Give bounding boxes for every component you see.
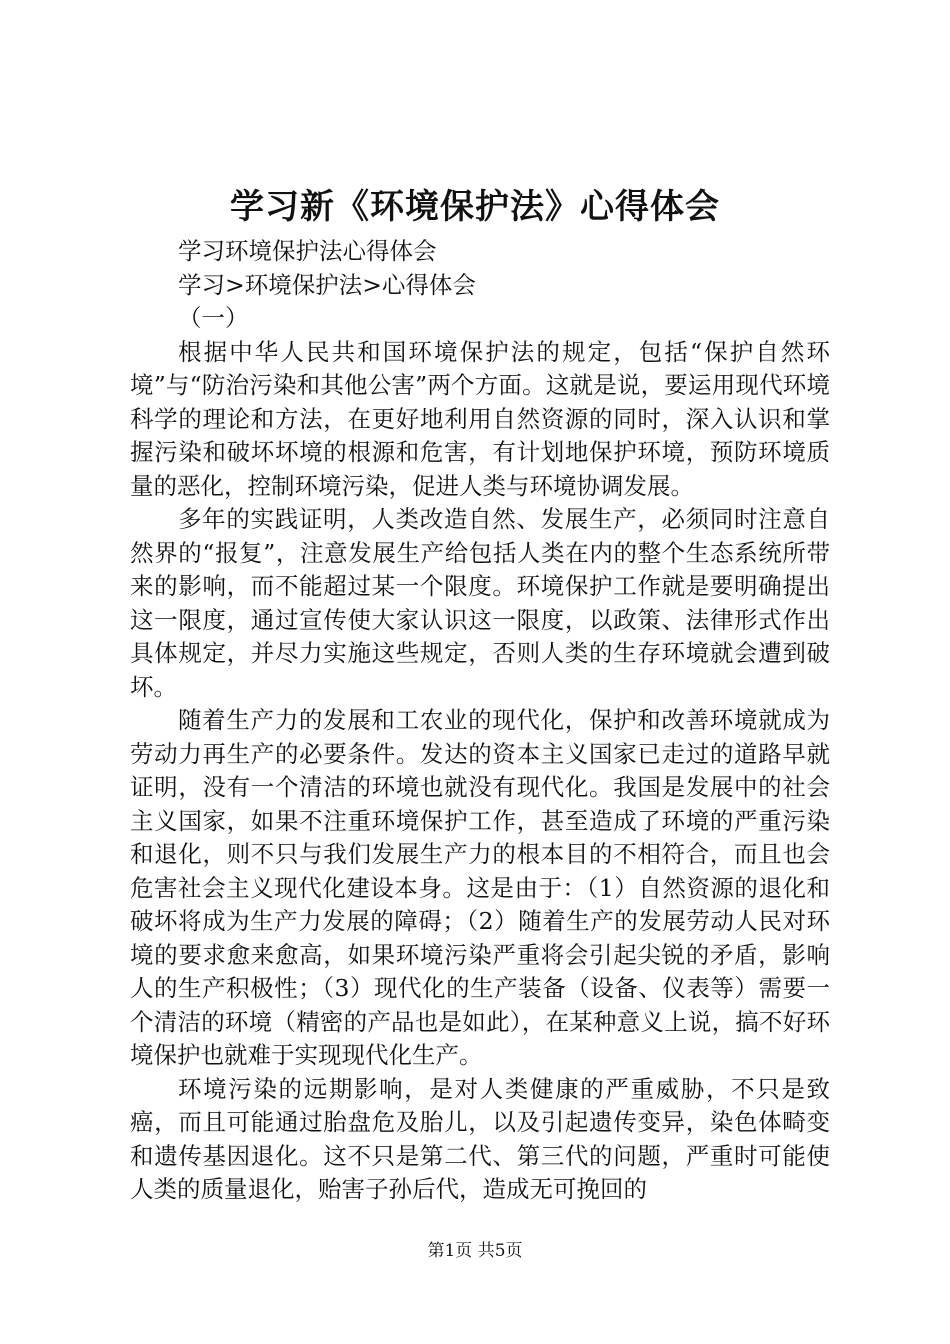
subtitle-line-1: 学习环境保护法心得体会: [178, 237, 437, 265]
section-marker: （一）: [178, 304, 249, 332]
subtitle-line-2: 学习>环境保护法>心得体会: [178, 270, 476, 299]
paragraph: 根据中华人民共和国环境保护法的规定，包括“保护自然环境”与“防治污染和其他公害”两个方面。这就是说，要运用现代环境科学的理论和方法，在更好地利用自然资源的同时，深入认识和掌握污染和破坏坏境的根源和危害，有计划地保护环境，预防环境质量的恶化，控制环境污染，促进人类与环境协调发展。: [130, 337, 830, 500]
document-body: [130, 235, 830, 1207]
document-title: 学习新《环境保护法》心得体会: [230, 187, 720, 227]
paragraph: 环境污染的远期影响，是对人类健康的严重威胁，不只是致癌，而且可能通过胎盘危及胎儿，以及引起遗传变异，染色体畸变和遗传基因退化。这不只是第二代、第三代的问题，严重时可能使人类的质量退化，贻害子孙后代，造成无可挽回的: [130, 1074, 830, 1203]
paragraph: 随着生产力的发展和工农业的现代化，保护和改善环境就成为劳动力再生产的必要条件。发达的资本主义国家已走过的道路早就证明，没有一个清洁的环境也就没有现代化。我国是发展中的社会主义国家，如果不注重环境保护工作，甚至造成了环境的严重污染和退化，则不只与我们发展生产力的根本目的不相符合，而且也会危害社会主义现代化建设本身。这是由于：（1）自然资源的退化和破坏将成为生产力发展的障碍；（2）随着生产的发展劳动人民对环境的要求愈来愈高，如果环境污染严重将会引起尖锐的矛盾，影响人的生产积极性；（3）现代化的生产装备（设备、仪表等）需要一个清洁的环境（精密的产品也是如此），在某种意义上说，搞不好环境保护也就难于实现现代化生产。: [130, 706, 830, 1069]
paragraph: 多年的实践证明，人类改造自然、发展生产，必须同时注意自然界的“报复”，注意发展生产给包括人类在内的整个生态系统所带来的影响，而不能超过某一个限度。环境保护工作就是要明确提出这一限度，通过宣传使大家认识这一限度，以政策、法律形式作出具体规定，并尽力实施这些规定，否则人类的生存环境就会遭到破坏。: [130, 505, 830, 701]
page-footer: 第1页 共5页: [427, 1241, 523, 1261]
